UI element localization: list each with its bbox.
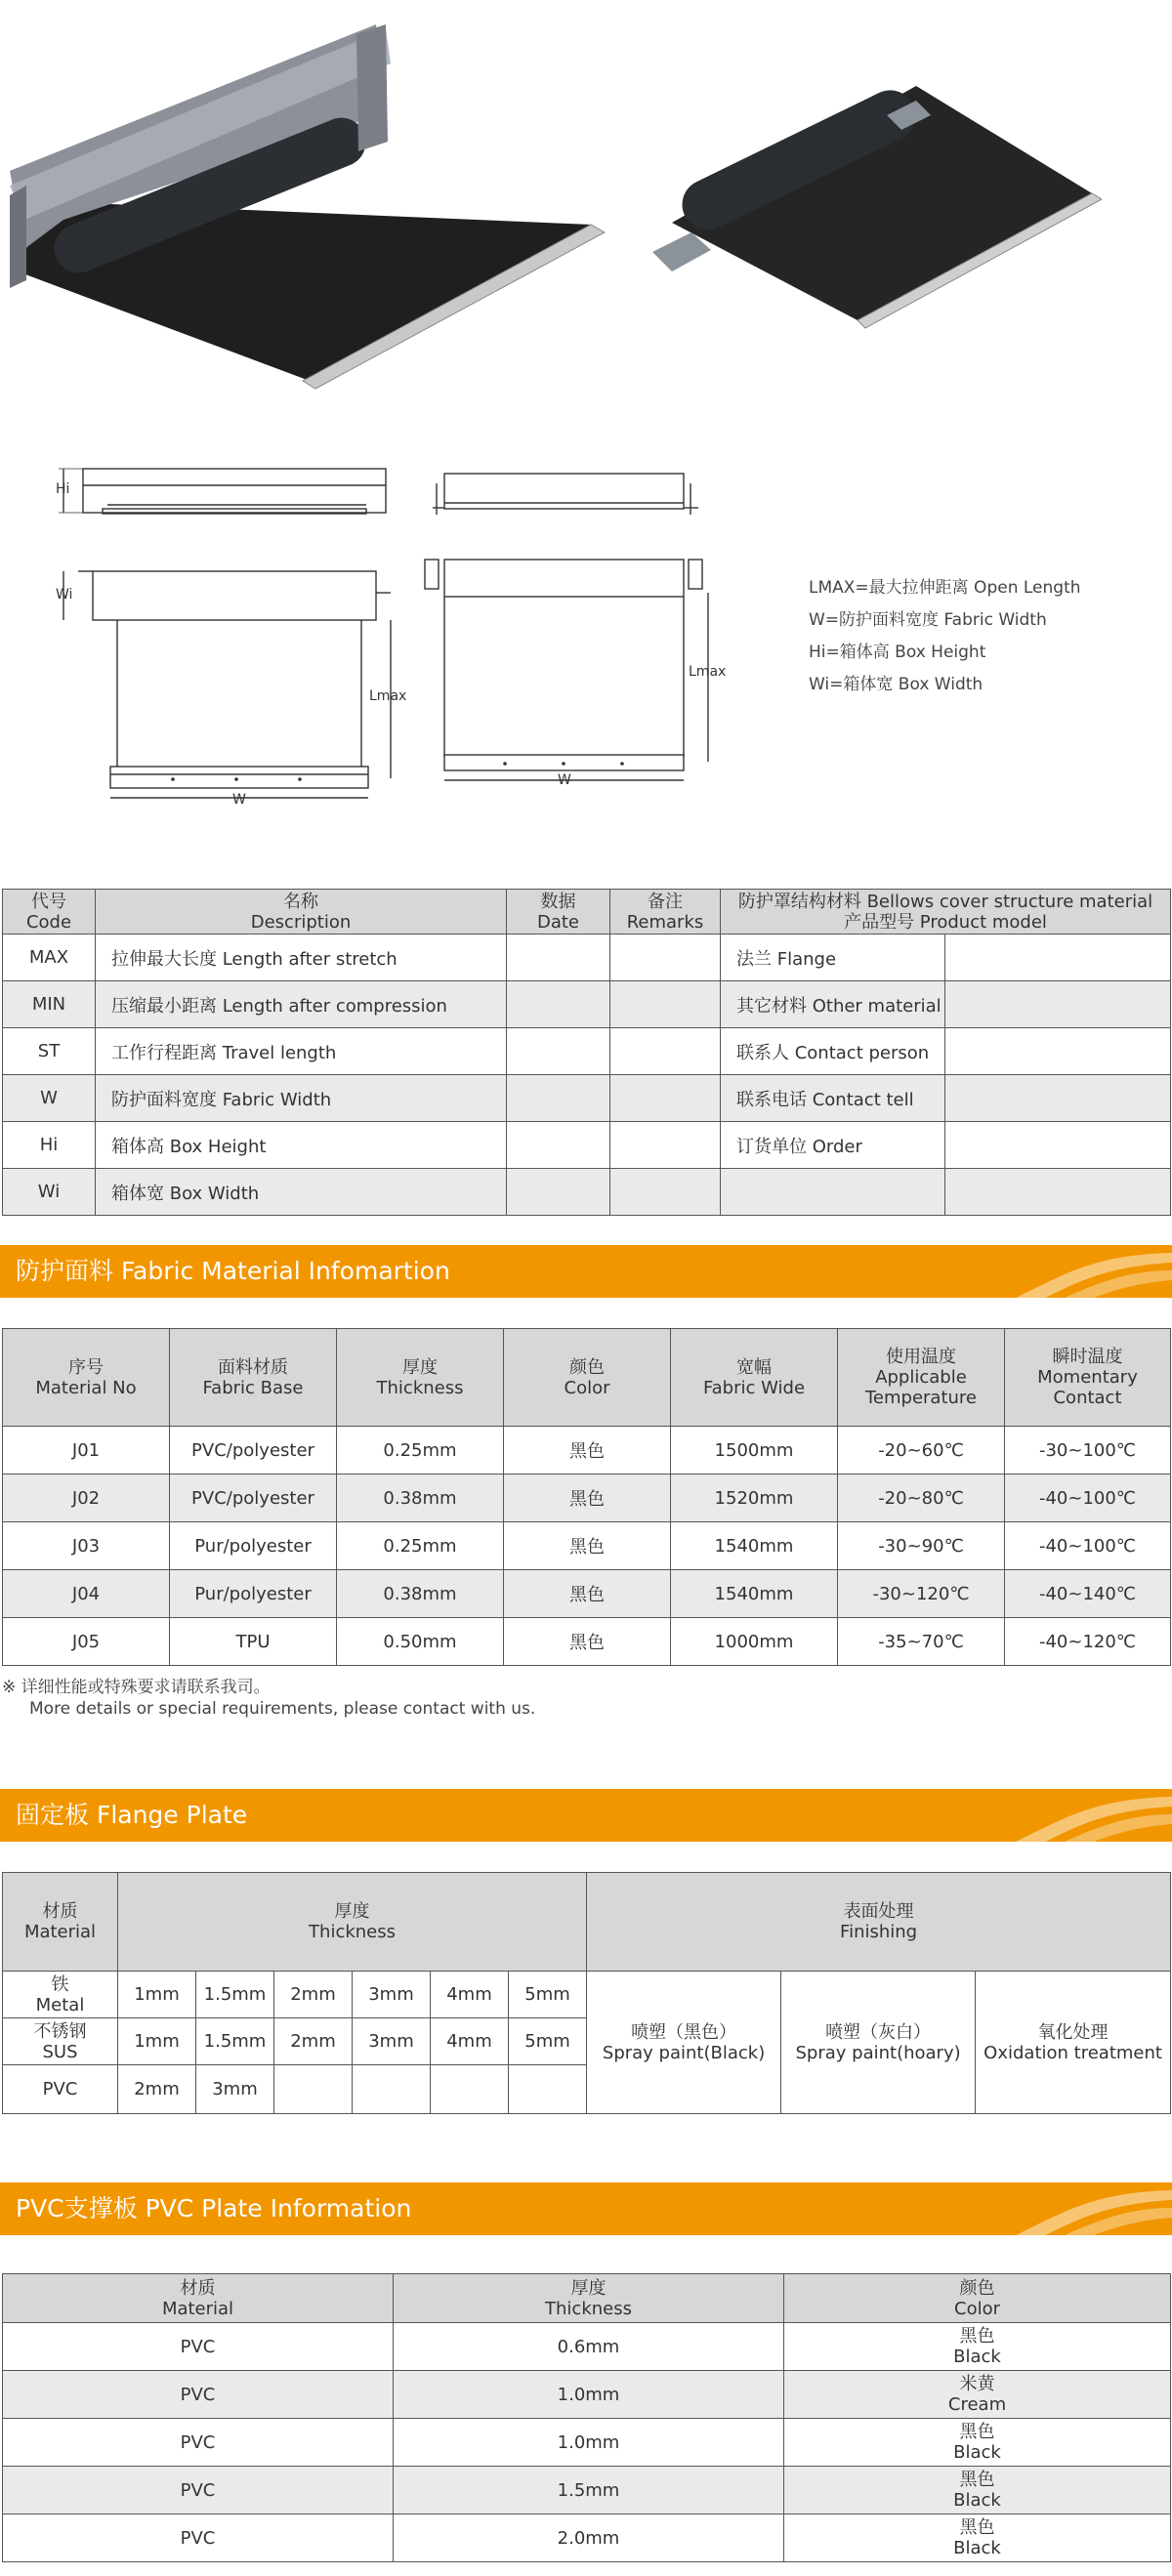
table-row: J03 Pur/polyester 0.25mm 黑色 1540mm -30~90℃ -40~100℃	[3, 1522, 1171, 1570]
table-row: PVC 1.0mm 米黄 Cream	[3, 2371, 1171, 2419]
technical-drawings	[54, 444, 737, 806]
fabric-header-no: 序号 Material No	[3, 1329, 170, 1427]
fabric-header-temperature: 使用温度 Applicable Temperature	[838, 1329, 1005, 1427]
fabric-header-thickness: 厚度 Thickness	[337, 1329, 504, 1427]
flange-table	[2, 1872, 1171, 2114]
legend-item-w: W=防护面料宽度 Fabric Width	[809, 610, 1047, 630]
dimension-legend	[809, 572, 1081, 701]
header-code: 代号 Code	[3, 890, 96, 935]
pvc-section-banner	[0, 2182, 1172, 2235]
hi-label: Hi	[56, 481, 70, 497]
flange-header-finishing: 表面处理 Finishing	[587, 1873, 1171, 1972]
wi-label: Wi	[56, 587, 73, 602]
table-row: PVC 1.0mm 黑色 Black	[3, 2419, 1171, 2467]
header-date: 数据 Date	[507, 890, 610, 935]
spec-table	[2, 889, 1171, 1216]
table-row: J02 PVC/polyester 0.38mm 黑色 1520mm -20~80℃ -40~100℃	[3, 1475, 1171, 1522]
table-row: MAX 拉伸最大长度 Length after stretch 法兰 Flange	[3, 935, 1171, 981]
fabric-header-base: 面料材质 Fabric Base	[170, 1329, 337, 1427]
fabric-header-momentary: 瞬时温度 Momentary Contact	[1005, 1329, 1171, 1427]
flange-section-title: 固定板 Flange Plate	[16, 1801, 248, 1829]
finishing-oxidation: 氧化处理 Oxidation treatment	[976, 1972, 1171, 2114]
wave-decoration-icon	[977, 1789, 1172, 1842]
header-material: 防护罩结构材料 Bellows cover structure material 产品型号 Product model	[721, 890, 1171, 935]
pvc-table	[2, 2273, 1171, 2562]
fabric-section-banner	[0, 1245, 1172, 1298]
lmax-label-right: Lmax	[689, 664, 727, 680]
flange-header-thickness: 厚度 Thickness	[118, 1873, 587, 1972]
pvc-header-thickness: 厚度 Thickness	[394, 2274, 784, 2323]
table-row: J05 TPU 0.50mm 黑色 1000mm -35~70℃ -40~120℃	[3, 1618, 1171, 1666]
boxed-roller-cover-illustration	[5, 24, 630, 391]
table-row: ST 工作行程距离 Travel length 联系人 Contact person	[3, 1028, 1171, 1075]
w-label-right: W	[558, 772, 571, 788]
table-row: PVC 2mm 3mm	[3, 2065, 1171, 2114]
wave-decoration-icon	[977, 1245, 1172, 1298]
contact-note	[2, 1677, 535, 1720]
table-row: 不锈钢 SUS 1mm 1.5mm 2mm 3mm 4mm 5mm	[3, 2018, 1171, 2065]
finishing-hoary: 喷塑（灰白） Spray paint(hoary)	[781, 1972, 976, 2114]
table-row: J01 PVC/polyester 0.25mm 黑色 1500mm -20~60℃ -30~100℃	[3, 1427, 1171, 1475]
legend-item-hi: Hi=箱体高 Box Height	[809, 643, 986, 662]
fabric-header-color: 颜色 Color	[504, 1329, 671, 1427]
pvc-section-title: PVC支撑板 PVC Plate Information	[16, 2194, 412, 2223]
contact-note-zh: ※ 详细性能或特殊要求请联系我司。	[2, 1678, 271, 1697]
pvc-header-material: 材质 Material	[3, 2274, 394, 2323]
table-row: J04 Pur/polyester 0.38mm 黑色 1540mm -30~120℃ -40~140℃	[3, 1570, 1171, 1618]
table-row: Hi 箱体高 Box Height 订货单位 Order	[3, 1122, 1171, 1169]
table-row: Wi 箱体宽 Box Width	[3, 1169, 1171, 1216]
header-remarks: 备注 Remarks	[610, 890, 721, 935]
table-row: PVC 0.6mm 黑色 Black	[3, 2323, 1171, 2371]
roller-cover-illustration	[652, 76, 1102, 330]
table-row: 铁 Metal 1mm 1.5mm 2mm 3mm 4mm 5mm 喷塑（黑色） Spray paint(Black) 喷塑（灰白） Spray paint(hoary) 氧化处理 Oxidation treatment	[3, 1972, 1171, 2018]
table-row: PVC 1.5mm 黑色 Black	[3, 2467, 1171, 2514]
table-row: MIN 压缩最小距离 Length after compression 其它材料 Other material	[3, 981, 1171, 1028]
fabric-table	[2, 1328, 1171, 1666]
pvc-header-color: 颜色 Color	[784, 2274, 1171, 2323]
legend-item-lmax: LMAX=最大拉伸距离 Open Length	[809, 578, 1081, 598]
finishing-black: 喷塑（黑色） Spray paint(Black)	[587, 1972, 781, 2114]
lmax-label-left: Lmax	[369, 688, 407, 704]
flange-section-banner	[0, 1789, 1172, 1842]
contact-note-en: More details or special requirements, please contact with us.	[29, 1699, 536, 1719]
table-row: PVC 2.0mm 黑色 Black	[3, 2514, 1171, 2562]
fabric-section-title: 防护面料 Fabric Material Infomartion	[16, 1257, 450, 1285]
wave-decoration-icon	[977, 2182, 1172, 2235]
legend-item-wi: Wi=箱体宽 Box Width	[809, 675, 984, 694]
flange-header-material: 材质 Material	[3, 1873, 118, 1972]
header-description: 名称 Description	[96, 890, 507, 935]
fabric-header-wide: 宽幅 Fabric Wide	[671, 1329, 838, 1427]
w-label-left: W	[232, 792, 246, 806]
table-row: W 防护面料宽度 Fabric Width 联系电话 Contact tell	[3, 1075, 1171, 1122]
